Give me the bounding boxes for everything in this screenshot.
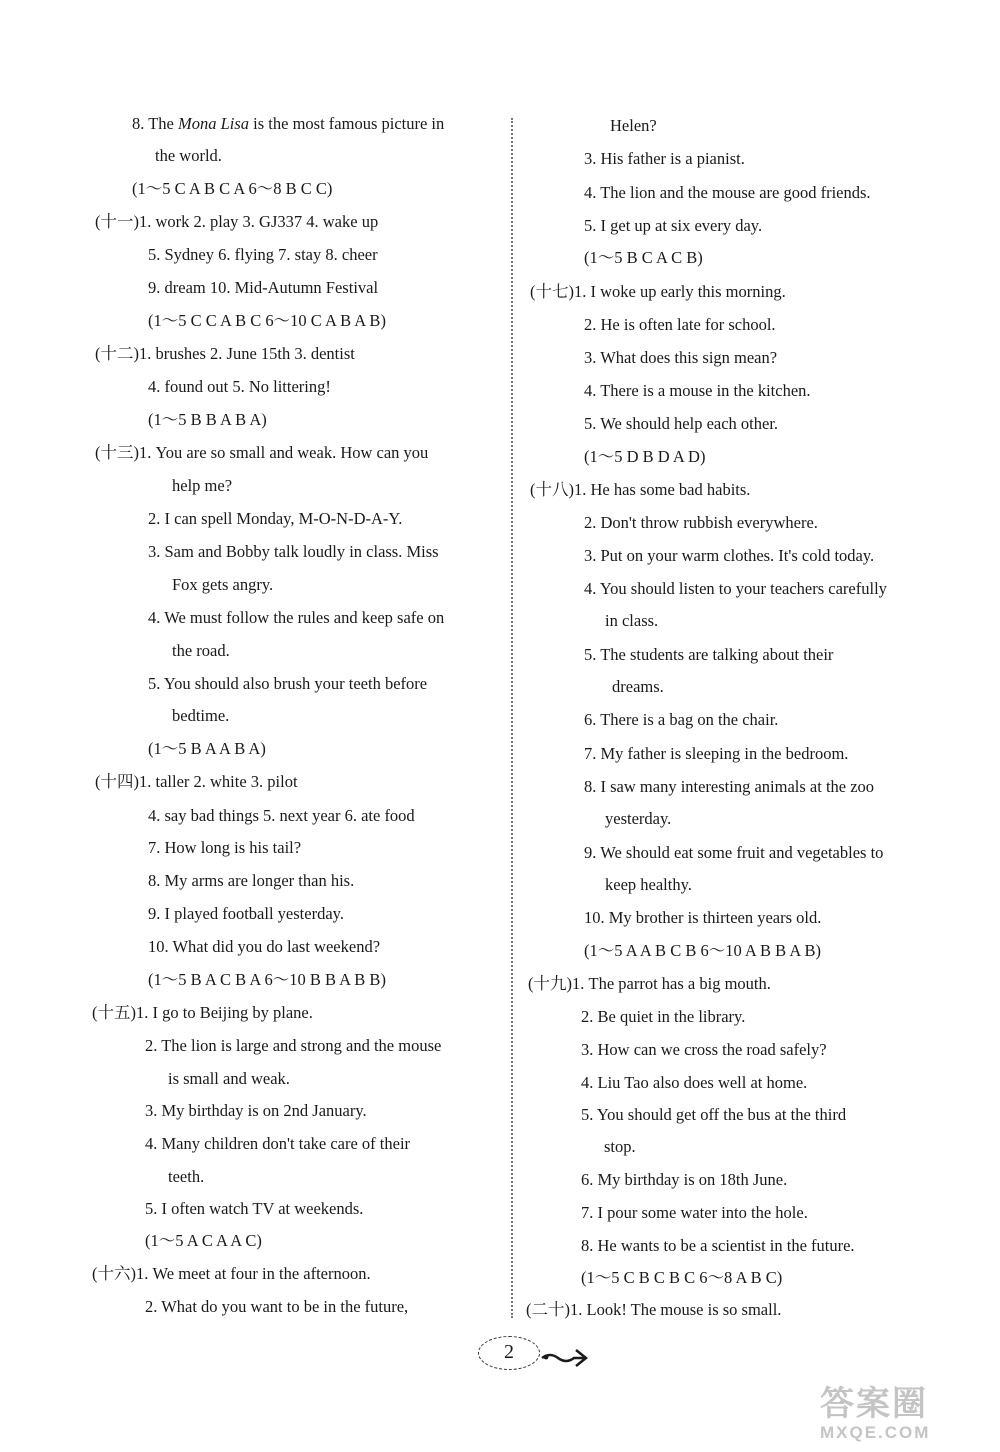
text-line: 8. I saw many interesting animals at the zoo [584, 777, 875, 796]
answer-key-line: (1～5 A A B C B 6～10 A B B A B) [584, 941, 822, 960]
text-line: 4. You should listen to your teachers carefully [584, 579, 887, 598]
text-line: (二十)1. Look! The mouse is so small. [526, 1300, 782, 1319]
column-divider [511, 118, 513, 1318]
text-line: 5. We should help each other. [584, 414, 779, 433]
text-line: (十二)1. brushes 2. June 15th 3. dentist [95, 344, 355, 363]
text-line: 7. I pour some water into the hole. [581, 1203, 808, 1222]
answer-key-line: (1～5 B A A B A) [148, 739, 266, 758]
text-line: 2. Don't throw rubbish everywhere. [584, 513, 818, 532]
text-line: (十四)1. taller 2. white 3. pilot [95, 772, 298, 791]
text-line: 2. I can spell Monday, M-O-N-D-A-Y. [148, 509, 403, 528]
text-line: teeth. [168, 1167, 205, 1186]
text-line: 3. My birthday is on 2nd January. [145, 1101, 367, 1120]
text-line: stop. [604, 1137, 636, 1156]
answer-key-line: (1～5 C A B C A 6～8 B C C) [132, 179, 333, 198]
text-line: is small and weak. [168, 1069, 290, 1088]
text-line: 3. Put on your warm clothes. It's cold today. [584, 546, 875, 565]
text-line: 3. How can we cross the road safely? [581, 1040, 827, 1059]
text-line: 5. The students are talking about their [584, 645, 834, 664]
text-line: (十一)1. work 2. play 3. GJ337 4. wake up [95, 212, 379, 231]
text-line: (十三)1. You are so small and weak. How can you [95, 443, 429, 462]
text-line: 6. My birthday is on 18th June. [581, 1170, 788, 1189]
text-line: (十七)1. I woke up early this morning. [530, 282, 786, 301]
text-line: 8. He wants to be a scientist in the future. [581, 1236, 855, 1255]
text-line: 9. dream 10. Mid-Autumn Festival [148, 278, 379, 297]
text-line: 4. Liu Tao also does well at home. [581, 1073, 808, 1092]
text-line: 4. found out 5. No littering! [148, 377, 331, 396]
text-line: yesterday. [605, 809, 672, 828]
answer-key-line: (1～5 A C A A C) [145, 1231, 262, 1250]
text-line: 4. There is a mouse in the kitchen. [584, 381, 811, 400]
text-line: 10. My brother is thirteen years old. [584, 908, 822, 927]
text-line: keep healthy. [605, 875, 692, 894]
answer-key-line: (1～5 C C A B C 6～10 C A B A B) [148, 311, 386, 330]
text-line: 2. Be quiet in the library. [581, 1007, 746, 1026]
arrow-decoration-icon [540, 1336, 590, 1370]
text-line: 9. I played football yesterday. [148, 904, 344, 923]
text-line: 4. We must follow the rules and keep safe on [148, 608, 445, 627]
watermark-url: MXQE.COM [820, 1423, 931, 1442]
text-line: 4. say bad things 5. next year 6. ate food [148, 806, 415, 825]
text-line: 5. I get up at six every day. [584, 216, 763, 235]
text-line: 5. I often watch TV at weekends. [145, 1199, 364, 1218]
watermark-logo [820, 1385, 995, 1447]
text-line: 8. The Mona Lisa is the most famous picture in [132, 114, 445, 133]
text-line: 8. My arms are longer than his. [148, 871, 355, 890]
text-line: 2. What do you want to be in the future, [145, 1297, 409, 1316]
text-line: 9. We should eat some fruit and vegetables to [584, 843, 884, 862]
text-line: 5. You should get off the bus at the third [581, 1105, 847, 1124]
text-line: (十六)1. We meet at four in the afternoon. [92, 1264, 371, 1283]
text-line: the world. [155, 146, 222, 165]
text-line: 3. His father is a pianist. [584, 149, 745, 168]
text-line: 5. Sydney 6. flying 7. stay 8. cheer [148, 245, 378, 264]
text-line: 10. What did you do last weekend? [148, 937, 381, 956]
text-line: 5. You should also brush your teeth before [148, 674, 428, 693]
answer-key-line: (1～5 B B A B A) [148, 410, 267, 429]
answer-key-line: (1～5 B A C B A 6～10 B B A B B) [148, 970, 386, 989]
text-line: in class. [605, 611, 659, 630]
text-line: the road. [172, 641, 230, 660]
text-line: 3. What does this sign mean? [584, 348, 778, 367]
text-line: (十五)1. I go to Beijing by plane. [92, 1003, 313, 1022]
text-line: Helen? [610, 116, 657, 135]
text-line: 2. The lion is large and strong and the mouse [145, 1036, 442, 1055]
page-number: 2 [478, 1336, 540, 1370]
answer-key-line: (1～5 C B C B C 6～8 A B C) [581, 1268, 783, 1287]
text-line: 4. Many children don't take care of their [145, 1134, 411, 1153]
answer-key-line: (1～5 D B D A D) [584, 447, 706, 466]
text-line: help me? [172, 476, 233, 495]
text-line: 3. Sam and Bobby talk loudly in class. Miss [148, 542, 439, 561]
text-line: 6. There is a bag on the chair. [584, 710, 779, 729]
text-line: 4. The lion and the mouse are good friends. [584, 183, 871, 202]
text-line: Fox gets angry. [172, 575, 274, 594]
text-line: 7. How long is his tail? [148, 838, 302, 857]
text-line: 2. He is often late for school. [584, 315, 776, 334]
text-line: (十九)1. The parrot has a big mouth. [528, 974, 771, 993]
text-line: dreams. [612, 677, 664, 696]
watermark-title: 答案圈 [820, 1385, 928, 1423]
text-line: 7. My father is sleeping in the bedroom. [584, 744, 849, 763]
text-line: (十八)1. He has some bad habits. [530, 480, 751, 499]
answer-key-line: (1～5 B C A C B) [584, 248, 703, 267]
text-line: bedtime. [172, 706, 230, 725]
